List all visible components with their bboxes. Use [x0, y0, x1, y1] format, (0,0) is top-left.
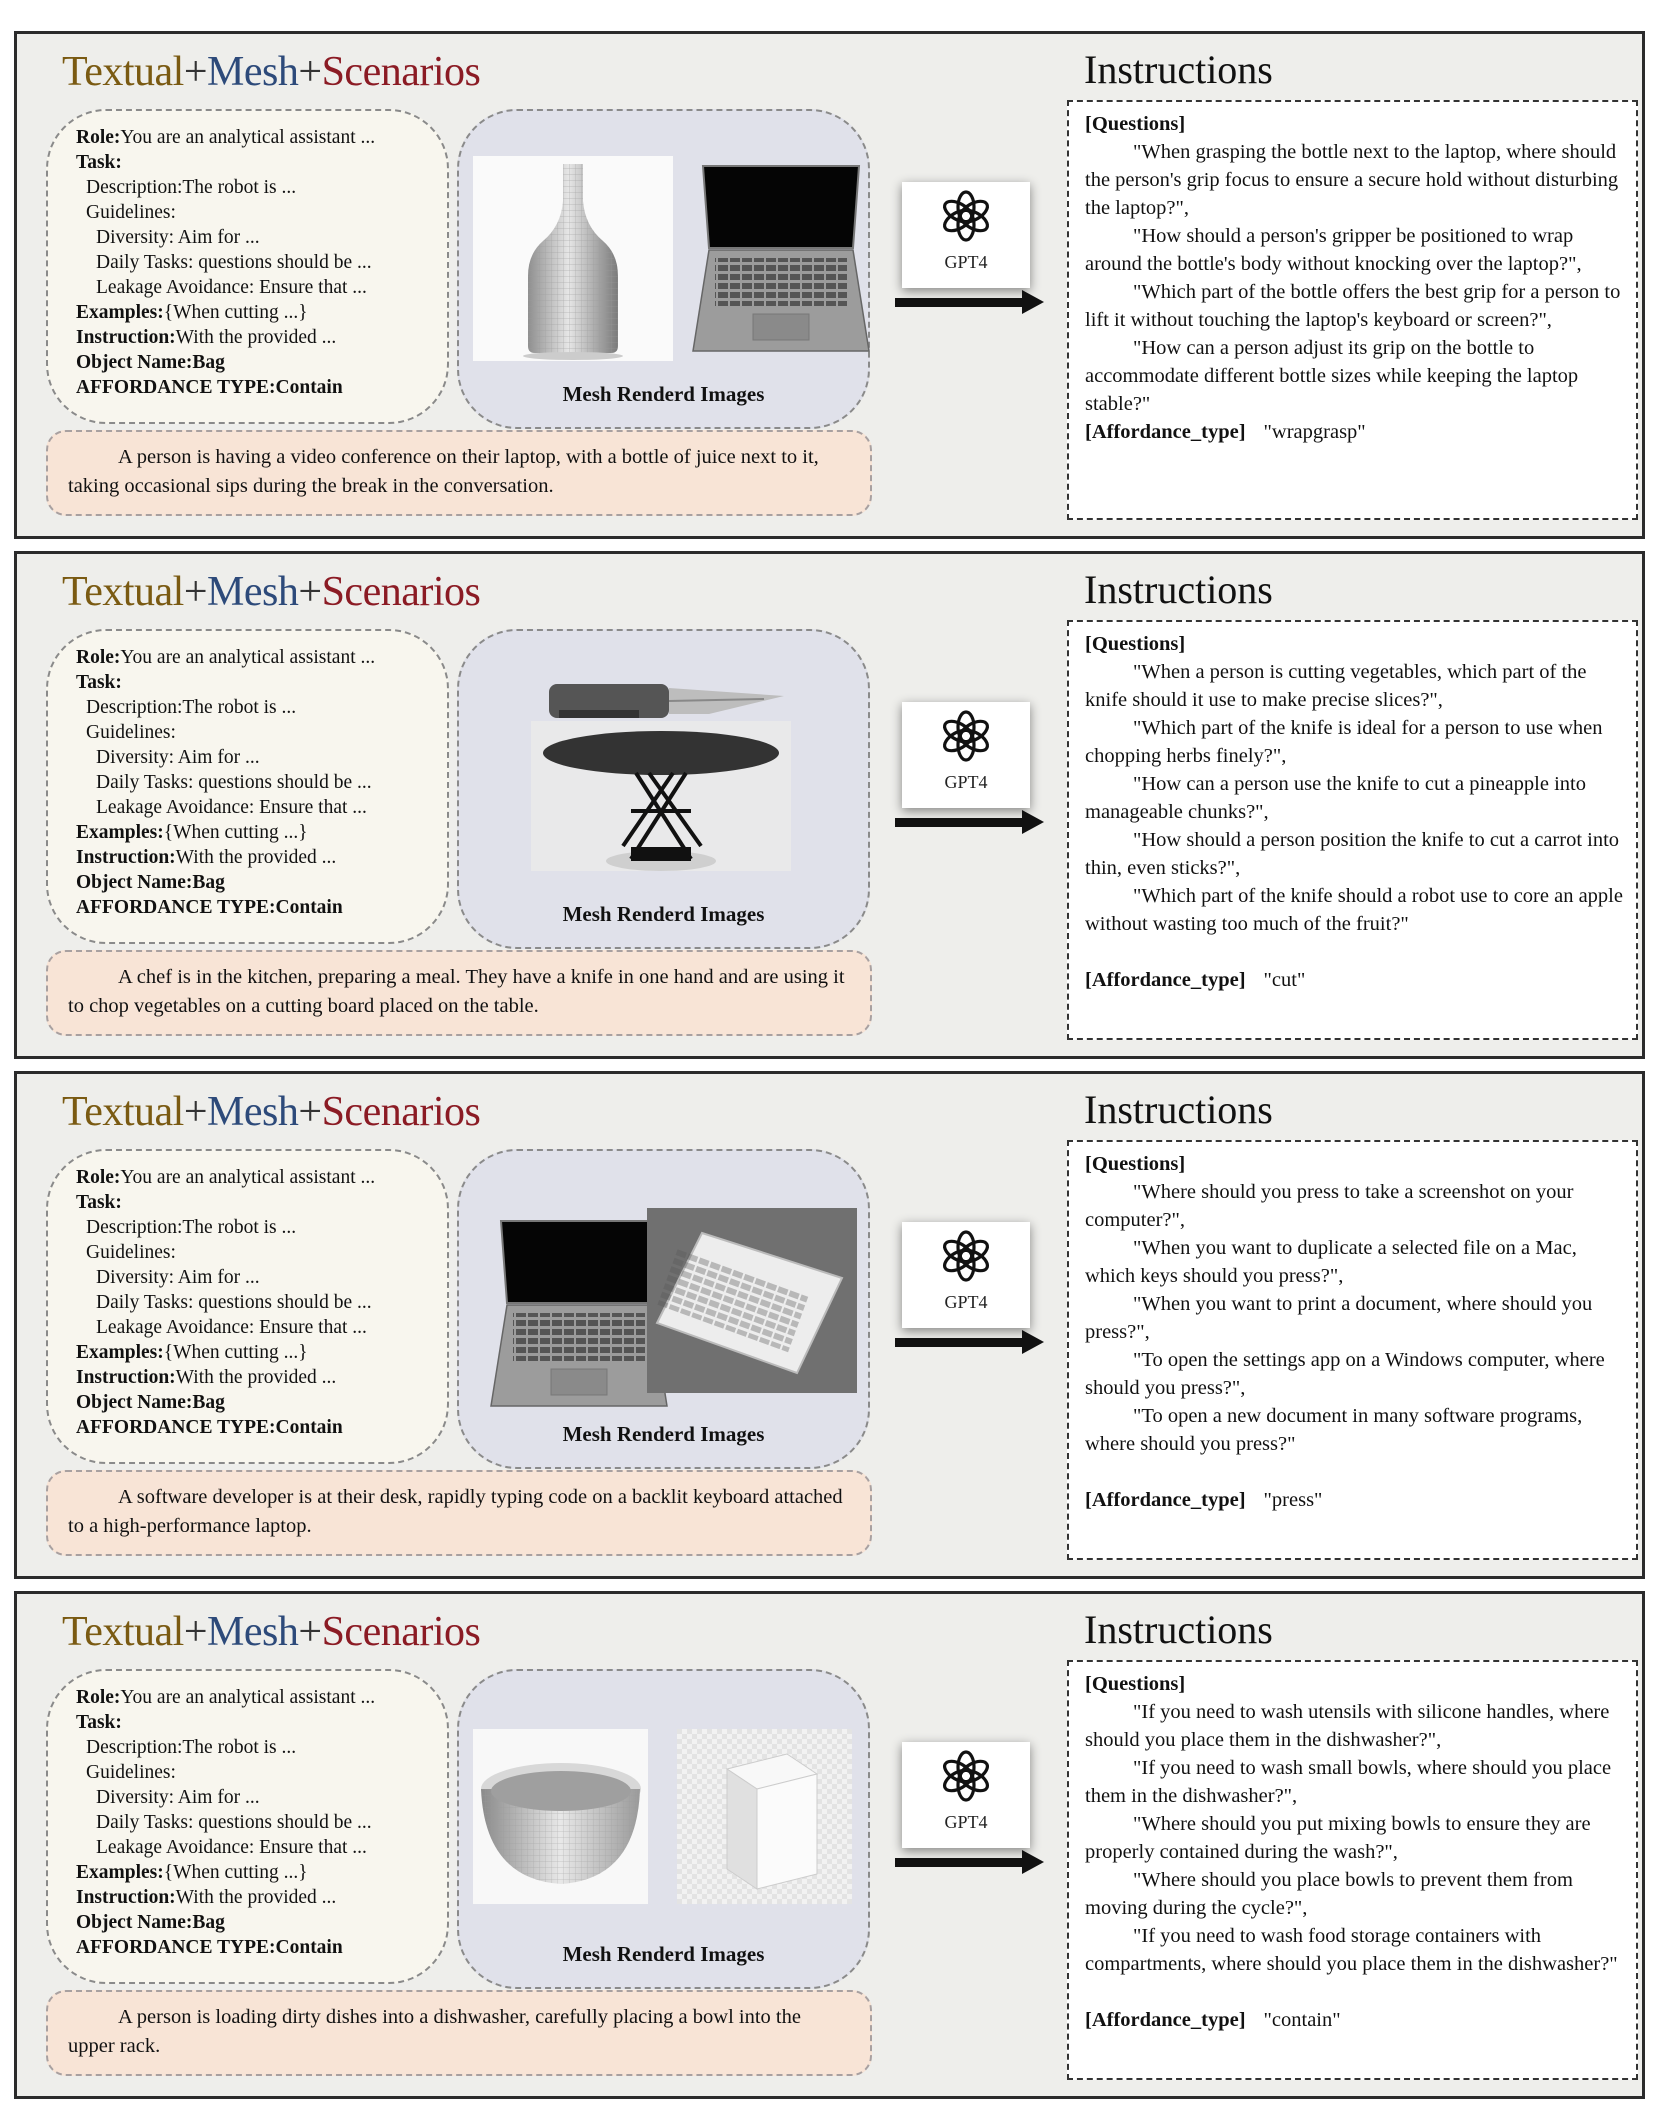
affordance-line [1085, 2006, 1624, 2034]
title-textual: Textual [62, 1609, 184, 1655]
leakage-line: Leakage Avoidance: Ensure that ... [96, 277, 367, 298]
instruction-text: With the provided ... [175, 847, 337, 868]
object-name: Object Name:Bag [76, 1912, 225, 1933]
diversity-line: Diversity: Aim for ... [96, 1787, 260, 1808]
affordance-line [1085, 1486, 1624, 1514]
affordance-type-line: AFFORDANCE TYPE:Contain [76, 377, 343, 398]
panel-title [62, 1608, 480, 1656]
affordance-line [1085, 418, 1624, 446]
leakage-line: Leakage Avoidance: Ensure that ... [96, 1837, 367, 1858]
question-item: "Where should you put mixing bowls to ensure they are properly contained during the wash?", [1085, 1813, 1591, 1863]
laptop-mesh [681, 156, 881, 361]
panel-title [62, 568, 480, 616]
diversity-line: Diversity: Aim for ... [96, 1267, 260, 1288]
questions-label: [Questions] [1085, 1673, 1186, 1695]
mesh-images-label: Mesh Renderd Images [562, 1942, 765, 1966]
task-label: Task: [76, 1192, 122, 1213]
bowl-mesh [473, 1729, 648, 1904]
keyboard-mesh [647, 1208, 857, 1393]
affordance-value: "contain" [1263, 2009, 1341, 2031]
guidelines-line: Guidelines: [86, 1762, 176, 1783]
questions-label: [Questions] [1085, 633, 1186, 655]
role-text: You are an analytical assistant ... [120, 647, 376, 668]
affordance-label: [Affordance_type] [1085, 421, 1246, 443]
prompt-box [46, 1149, 449, 1464]
openai-icon [902, 1222, 1030, 1292]
diversity-line: Diversity: Aim for ... [96, 227, 260, 248]
question-item: "How should a person position the knife to cut a carrot into thin, even sticks?", [1085, 829, 1620, 879]
leakage-line: Leakage Avoidance: Ensure that ... [96, 1317, 367, 1338]
instructions-title: Instructions [1084, 47, 1273, 92]
examples-label: Examples: [76, 1342, 164, 1363]
arrow-right-icon [895, 1858, 1025, 1867]
scenario-text: A chef is in the kitchen, preparing a meal. They have a knife in one hand and are using it to chop vegetables on a cutting board placed on the table. [46, 950, 872, 1036]
title-textual: Textual [62, 49, 184, 95]
question-item: "Where should you place bowls to prevent them from moving during the cycle?", [1085, 1869, 1573, 1919]
title-plus: + [298, 1609, 322, 1655]
panel-title [62, 48, 480, 96]
question-item: "Which part of the bottle offers the best grip for a person to lift it without touching the laptop's keyboard or screen?", [1085, 281, 1621, 331]
instructions-title: Instructions [1084, 1607, 1273, 1652]
instruction-text: With the provided ... [175, 1367, 337, 1388]
openai-icon [902, 702, 1030, 772]
description-line: Description:The robot is ... [86, 697, 297, 718]
question-item: "When you want to print a document, where should you press?", [1085, 1293, 1593, 1343]
scenario-text: A person is loading dirty dishes into a dishwasher, carefully placing a bowl into the upper rack. [46, 1990, 872, 2076]
description-line: Description:The robot is ... [86, 1217, 297, 1238]
title-scenarios: Scenarios [321, 49, 481, 95]
role-text: You are an analytical assistant ... [120, 1167, 376, 1188]
examples-label: Examples: [76, 822, 164, 843]
daily-tasks-line: Daily Tasks: questions should be ... [96, 1292, 372, 1313]
question-item: "To open a new document in many software programs, where should you press?" [1085, 1405, 1583, 1455]
affordance-label: [Affordance_type] [1085, 2009, 1246, 2031]
title-plus: + [183, 49, 208, 95]
panel-title [62, 1088, 480, 1136]
questions-label: [Questions] [1085, 113, 1186, 135]
prompt-box [46, 629, 449, 944]
title-textual: Textual [62, 569, 184, 615]
leakage-line: Leakage Avoidance: Ensure that ... [96, 797, 367, 818]
examples-label: Examples: [76, 1862, 164, 1883]
question-item: "Where should you press to take a screenshot on your computer?", [1085, 1181, 1574, 1231]
examples-text: {When cutting ...} [163, 1862, 308, 1883]
mesh-images-label: Mesh Renderd Images [562, 902, 765, 926]
openai-icon [902, 182, 1030, 252]
title-plus: + [298, 1089, 322, 1135]
task-label: Task: [76, 1712, 122, 1733]
instructions-title: Instructions [1084, 567, 1273, 612]
arrow-head-icon [1022, 1330, 1044, 1354]
object-name: Object Name:Bag [76, 872, 225, 893]
role-text: You are an analytical assistant ... [120, 127, 376, 148]
daily-tasks-line: Daily Tasks: questions should be ... [96, 772, 372, 793]
instruction-text: With the provided ... [175, 327, 337, 348]
examples-text: {When cutting ...} [163, 822, 308, 843]
question-item: "When a person is cutting vegetables, which part of the knife should it use to make precise slices?", [1085, 661, 1587, 711]
object-name: Object Name:Bag [76, 1392, 225, 1413]
scenario-text: A software developer is at their desk, rapidly typing code on a backlit keyboard attached to a high-performance laptop. [46, 1470, 872, 1556]
instructions-box [1067, 1660, 1638, 2080]
affordance-value: "wrapgrasp" [1263, 421, 1366, 443]
scenario-text: A person is having a video conference on their laptop, with a bottle of juice next to it, taking occasional sips during the break in the conversation. [46, 430, 872, 516]
title-plus: + [183, 1609, 208, 1655]
example-panel-2 [14, 551, 1645, 1059]
title-mesh: Mesh [207, 1609, 299, 1655]
bottle-mesh [473, 156, 673, 361]
example-panel-3 [14, 1071, 1645, 1579]
instructions-box [1067, 100, 1638, 520]
instructions-box [1067, 1140, 1638, 1560]
instructions-box [1067, 620, 1638, 1040]
affordance-value: "cut" [1263, 969, 1306, 991]
daily-tasks-line: Daily Tasks: questions should be ... [96, 252, 372, 273]
arrow-head-icon [1022, 1850, 1044, 1874]
questions-label: [Questions] [1085, 1153, 1186, 1175]
mesh-images-box [457, 629, 870, 949]
title-textual: Textual [62, 1089, 184, 1135]
role-label: Role: [76, 1687, 121, 1708]
role-label: Role: [76, 127, 121, 148]
mesh-images-box [457, 1149, 870, 1469]
table-mesh [531, 721, 791, 871]
examples-text: {When cutting ...} [163, 1342, 308, 1363]
title-plus: + [298, 569, 322, 615]
title-plus: + [183, 569, 208, 615]
instruction-text: With the provided ... [175, 1887, 337, 1908]
question-item: "If you need to wash small bowls, where should you place them in the dishwasher?", [1085, 1757, 1612, 1807]
question-item: "When grasping the bottle next to the laptop, where should the person's grip focus to ensure a secure hold without disturbing the laptop?", [1085, 141, 1619, 219]
mesh-images-box [457, 1669, 870, 1989]
diversity-line: Diversity: Aim for ... [96, 747, 260, 768]
affordance-line [1085, 966, 1624, 994]
question-item: "Which part of the knife is ideal for a person to use when chopping herbs finely?", [1085, 717, 1603, 767]
arrow-right-icon [895, 818, 1025, 827]
gpt4-label: GPT4 [944, 1292, 988, 1312]
question-item: "How can a person adjust its grip on the bottle to accommodate different bottle sizes while keeping the laptop stable?" [1085, 337, 1579, 415]
role-text: You are an analytical assistant ... [120, 1687, 376, 1708]
affordance-type-line: AFFORDANCE TYPE:Contain [76, 1937, 343, 1958]
arrow-head-icon [1022, 810, 1044, 834]
title-plus: + [183, 1089, 208, 1135]
prompt-box [46, 1669, 449, 1984]
gpt4-logo [902, 182, 1030, 288]
guidelines-line: Guidelines: [86, 1242, 176, 1263]
example-panel-1 [14, 31, 1645, 539]
description-line: Description:The robot is ... [86, 177, 297, 198]
affordance-value: "press" [1263, 1489, 1323, 1511]
daily-tasks-line: Daily Tasks: questions should be ... [96, 1812, 372, 1833]
title-scenarios: Scenarios [321, 569, 481, 615]
gpt4-logo [902, 1222, 1030, 1328]
title-mesh: Mesh [207, 49, 299, 95]
arrow-right-icon [895, 1338, 1025, 1347]
question-item: "Which part of the knife should a robot use to core an apple without wasting too much of the fruit?" [1085, 885, 1623, 935]
role-label: Role: [76, 647, 121, 668]
title-mesh: Mesh [207, 1089, 299, 1135]
openai-icon [902, 1742, 1030, 1812]
arrow-right-icon [895, 298, 1025, 307]
task-label: Task: [76, 152, 122, 173]
gpt4-logo [902, 702, 1030, 808]
question-item: "If you need to wash utensils with silicone handles, where should you place them in the dishwasher?", [1085, 1701, 1610, 1751]
title-scenarios: Scenarios [321, 1609, 481, 1655]
guidelines-line: Guidelines: [86, 202, 176, 223]
gpt4-logo [902, 1742, 1030, 1848]
gpt4-label: GPT4 [944, 772, 988, 792]
instruction-label: Instruction: [76, 1887, 176, 1908]
example-panel-4 [14, 1591, 1645, 2099]
affordance-label: [Affordance_type] [1085, 1489, 1246, 1511]
affordance-label: [Affordance_type] [1085, 969, 1246, 991]
question-item: "To open the settings app on a Windows computer, where should you press?", [1085, 1349, 1605, 1399]
title-mesh: Mesh [207, 569, 299, 615]
question-item: "When you want to duplicate a selected file on a Mac, which keys should you press?", [1085, 1237, 1577, 1287]
prompt-box [46, 109, 449, 424]
examples-label: Examples: [76, 302, 164, 323]
question-item: "How can a person use the knife to cut a pineapple into manageable chunks?", [1085, 773, 1586, 823]
instruction-label: Instruction: [76, 847, 176, 868]
role-label: Role: [76, 1167, 121, 1188]
mesh-images-box [457, 109, 870, 429]
dishwasher-mesh [677, 1729, 852, 1904]
mesh-images-label: Mesh Renderd Images [562, 382, 765, 406]
examples-text: {When cutting ...} [163, 302, 308, 323]
question-item: "If you need to wash food storage containers with compartments, where should you place them in the dishwasher?" [1085, 1925, 1618, 1975]
gpt4-label: GPT4 [944, 252, 988, 272]
instruction-label: Instruction: [76, 327, 176, 348]
mesh-images-label: Mesh Renderd Images [562, 1422, 765, 1446]
guidelines-line: Guidelines: [86, 722, 176, 743]
gpt4-label: GPT4 [944, 1812, 988, 1832]
object-name: Object Name:Bag [76, 352, 225, 373]
instruction-label: Instruction: [76, 1367, 176, 1388]
description-line: Description:The robot is ... [86, 1737, 297, 1758]
affordance-type-line: AFFORDANCE TYPE:Contain [76, 1417, 343, 1438]
instructions-title: Instructions [1084, 1087, 1273, 1132]
question-item: "How should a person's gripper be positioned to wrap around the bottle's body without knocking over the laptop?", [1085, 225, 1582, 275]
task-label: Task: [76, 672, 122, 693]
title-scenarios: Scenarios [321, 1089, 481, 1135]
title-plus: + [298, 49, 322, 95]
arrow-head-icon [1022, 290, 1044, 314]
affordance-type-line: AFFORDANCE TYPE:Contain [76, 897, 343, 918]
